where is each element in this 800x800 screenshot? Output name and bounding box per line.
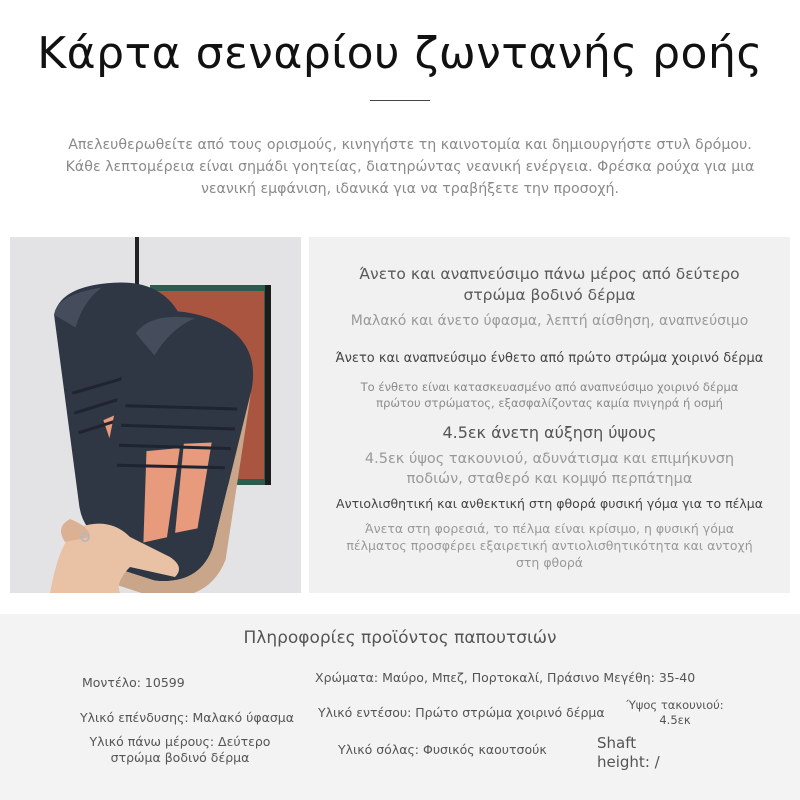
info-colors-sizes: Χρώματα: Μαύρο, Μπεζ, Πορτοκαλί, Πράσινο Μεγέθη: 35-40 <box>315 670 696 685</box>
feature-heading-sole: Αντιολισθητική και ανθεκτική στη φθορά φυσική γόμα για το πέλμα <box>336 496 763 511</box>
info-shaft-height: Shaft height: / <box>597 734 660 771</box>
info-model: Μοντέλο: 10599 <box>82 675 185 690</box>
info-lining-material: Υλικό επένδυσης: Μαλακό ύφασμα <box>80 710 295 725</box>
info-sole-material: Υλικό σόλας: Φυσικός καουτσούκ <box>338 742 547 757</box>
feature-desc-height: 4.5εκ ύψος τακουνιού, αδυνάτισμα και επιμήκυνση ποδιών, σταθερό και κομψό περπάτημα <box>364 451 735 487</box>
sneaker-illustration <box>10 237 301 593</box>
page-title: Κάρτα σεναρίου ζωντανής ροής <box>37 28 763 79</box>
features-panel <box>309 237 790 593</box>
product-info-title: Πληροφορίες προϊόντος παπουτσιών <box>243 628 557 648</box>
title-divider <box>370 100 430 101</box>
feature-heading-insole: Άνετο και αναπνεύσιμο ένθετο από πρώτο στρώμα χοιρινό δέρμα <box>335 351 764 366</box>
feature-desc-upper: Μαλακό και άνετο ύφασμα, λεπτή αίσθηση, αναπνεύσιμο <box>350 313 749 329</box>
feature-desc-insole: Το ένθετο είναι κατασκευασμένο από αναπνεύσιμο χοιρινό δέρμα πρώτου στρώματος, εξασφαλίζοντας καμία πνιγηρά ή οσμή <box>360 380 739 410</box>
info-upper-material: Υλικό πάνω μέρους: Δεύτερο στρώμα βοδινό δέρμα <box>89 734 271 765</box>
info-insole-material: Υλικό εντέσου: Πρώτο στρώμα χοιρινό δέρμα <box>318 705 605 720</box>
feature-heading-height: 4.5εκ άνετη αύξηση ύψους <box>442 423 657 442</box>
product-photo <box>10 237 301 593</box>
info-heel-height: Ύψος τακουνιού: 4.5εκ <box>626 698 724 727</box>
product-info-panel <box>0 614 800 800</box>
feature-heading-upper: Άνετο και αναπνεύσιμο πάνω μέρος από δεύτερο στρώμα βοδινό δέρμα <box>359 265 740 304</box>
feature-desc-sole: Άνετα στη φορεσιά, το πέλμα είναι κρίσιμο, η φυσική γόμα πέλματος προσφέρει εξαιρετική αντιολισθητικότητα και αντοχή στη φθορά <box>346 521 753 570</box>
intro-text: Απελευθερωθείτε από τους ορισμούς, κινηγήστε τη καινοτομία και δημιουργήστε στυλ δρόμου. Κάθε λεπτομέρεια είναι σημάδι γοητείας, διατηρώντας νεανική ενέργεια. Φρέσκα ρούχα για μια νεανική εμφάνιση, ιδανικά για να τραβήξετε την προσοχή. <box>65 137 755 197</box>
